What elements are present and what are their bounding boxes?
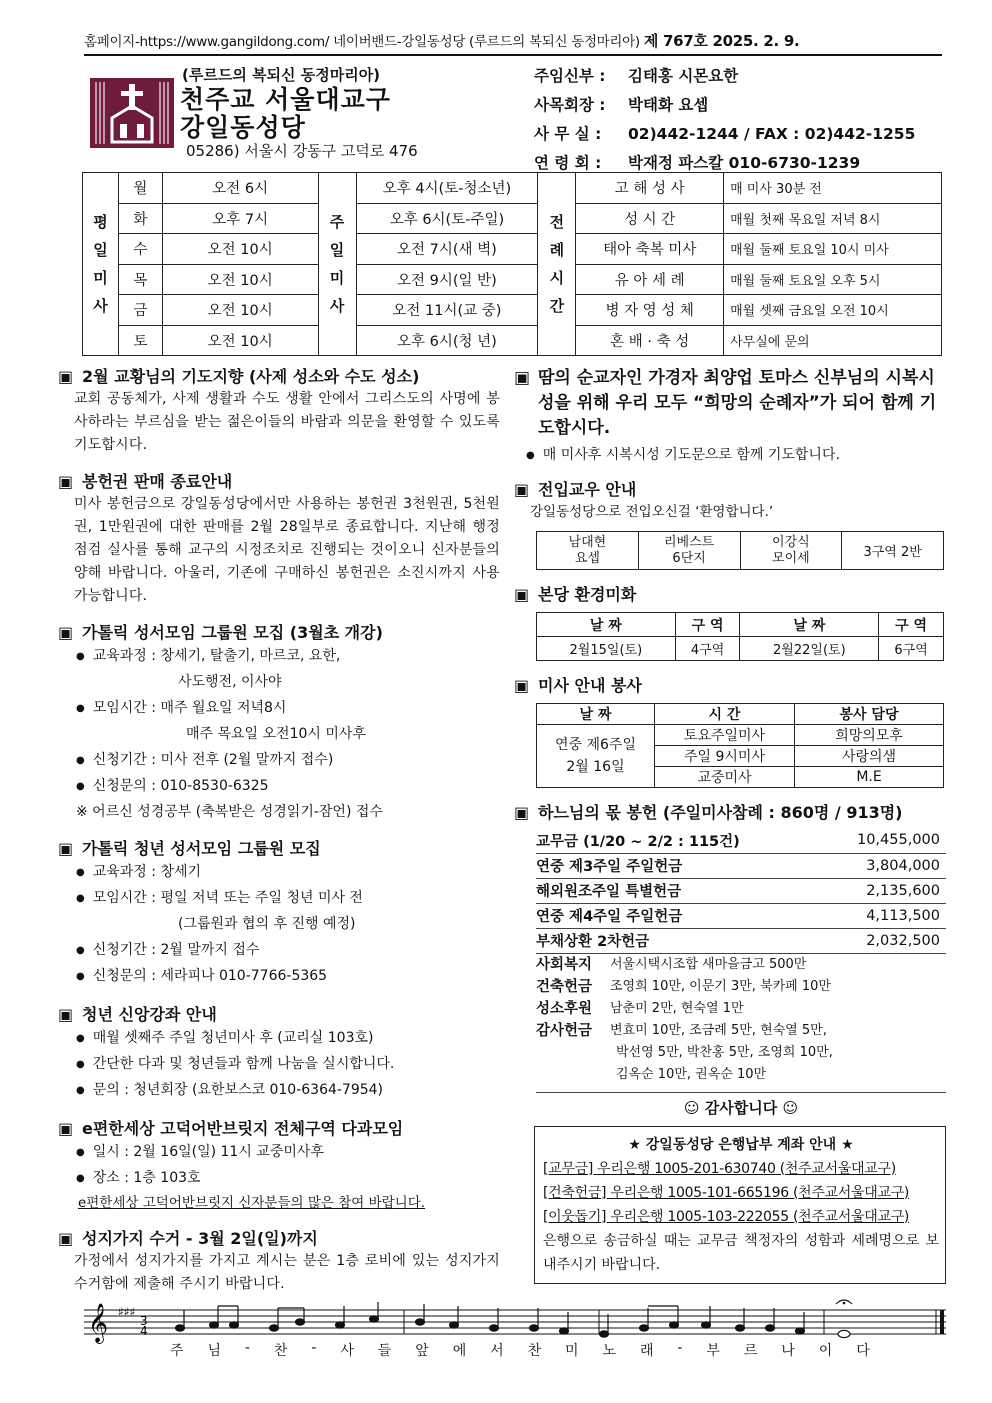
- column-header: 구 역: [675, 613, 740, 637]
- patron-name: (루르드의 복되신 동정마리아): [182, 66, 381, 84]
- table-row: [536, 853, 946, 878]
- square-bullet-icon: ▣: [514, 585, 530, 604]
- envelope-section: [58, 471, 500, 608]
- lyric-syllable: 다: [856, 1343, 870, 1359]
- donor-list: [536, 954, 946, 1086]
- table-row: [536, 928, 946, 953]
- mass-service-section: [514, 675, 946, 788]
- issue-number: 제 767호 2025. 2. 9.: [643, 32, 800, 50]
- newcomer-table: [536, 531, 944, 570]
- offering-table: [536, 828, 946, 954]
- liturgy-note: 매월 둘째 토요일 오후 5시: [724, 264, 942, 295]
- table-row: [536, 828, 946, 853]
- list-item: ● 신청문의 : 010-8530-6325: [76, 774, 500, 800]
- offering-amount: 4,113,500: [821, 903, 946, 928]
- list-item: ● 신청기간 : 2월 말까지 접수: [76, 938, 500, 964]
- bank-title: ★ 강일동성당 은행납부 계좌 안내 ★: [628, 1136, 854, 1153]
- thanks-text: ☺ 감사합니다 ☺: [536, 1092, 946, 1118]
- cleaning-zone: 4구역: [675, 637, 740, 661]
- parish-title: 강일동성당: [180, 113, 306, 142]
- column-header: 날 짜: [740, 613, 879, 637]
- bank-account: [건축헌금] 우리은행 1005-101-665196 (천주교서울대교구): [543, 1184, 910, 1201]
- lyric-syllable: 찬: [527, 1343, 542, 1359]
- liturgy-service: 태아 축복 미사: [576, 234, 724, 265]
- section-title: ▣ 땀의 순교자인 가경자 최양업 토마스 신부님의 시복시성을 위해 우리 모두 “희망의 순례자”가 되어 함께 기도합시다.: [514, 366, 946, 441]
- lyric-syllable: -: [677, 1340, 683, 1356]
- bank-account: [교무금] 우리은행 1005-201-630740 (천주교서울대교구): [543, 1160, 896, 1177]
- cleaning-section: [514, 584, 946, 661]
- cleaning-date: 2월15일(토): [537, 637, 676, 661]
- lyric-syllable: 노: [602, 1343, 617, 1359]
- offering-amount: 2,135,600: [821, 878, 946, 903]
- sunday-time: 오전 7시(새 벽): [356, 234, 538, 265]
- contact-block: [534, 62, 915, 178]
- weekday-cell: 수: [118, 234, 162, 265]
- weekday-time: 오전 10시: [162, 264, 318, 295]
- offering-amount: 3,804,000: [821, 853, 946, 878]
- liturgy-service: 혼 배 · 축 성: [576, 325, 724, 356]
- list-item: ● 장소 : 1층 103호: [76, 1166, 500, 1192]
- weekday-mass-label: 평 일 미 사: [83, 173, 119, 356]
- donor-row: 성소후원 남춘미 2만, 현숙열 1만: [536, 1000, 744, 1017]
- donor-row: 감사헌금 변효미 10만, 조금례 5만, 현숙열 5만,: [536, 1022, 827, 1039]
- cleaning-date: 2월22일(토): [740, 637, 879, 661]
- list-item: 사도행전, 이사야: [178, 674, 282, 690]
- weekday-cell: 금: [118, 295, 162, 326]
- bank-account: [이웃돕기] 우리은행 1005-103-222055 (천주교서울대교구): [543, 1208, 910, 1225]
- section-title: ▣ 봉헌권 판매 종료안내: [58, 472, 233, 491]
- lyric-syllable: -: [244, 1340, 250, 1356]
- liturgy-service: 고 해 성 사: [576, 173, 724, 204]
- table-row: [83, 325, 942, 356]
- bank-account-box: [534, 1126, 946, 1284]
- list-item: ● 매 미사후 시복시성 기도문으로 함께 기도합니다.: [526, 443, 946, 469]
- contact-key: 주임신부 :: [534, 67, 606, 85]
- time-signature: 4: [140, 1324, 148, 1338]
- table-row: [537, 725, 944, 746]
- note-text: e편한세상 고덕어반브릿지 신자분들의 많은 참여 바랍니다.: [78, 1195, 426, 1211]
- offering-label: 부채상환 2차헌금: [536, 928, 821, 953]
- parish-logo: [90, 78, 174, 148]
- weekday-time: 오전 10시: [162, 325, 318, 356]
- list-item: ● 간단한 다과 및 청년들과 함께 나눔을 실시합니다.: [76, 1052, 500, 1078]
- parish-name: [180, 86, 391, 142]
- lyric-syllable: 서: [490, 1343, 504, 1359]
- section-title: ▣ 하느님의 몫 봉헌 (주일미사참례 : 860명 / 913명): [514, 803, 903, 822]
- newcomer-cell: 남대현 요셉: [537, 532, 639, 570]
- lyric-syllable: 님: [207, 1343, 221, 1359]
- apartment-gathering-section: [58, 1118, 500, 1214]
- weekday-time: 오후 7시: [162, 203, 318, 234]
- sunday-time: 오후 6시(토-주일): [356, 203, 538, 234]
- section-title: ▣ 가톨릭 청년 성서모임 그룹원 모집: [58, 839, 321, 858]
- weekday-cell: 목: [118, 264, 162, 295]
- service-time: 토요주일미사: [655, 725, 795, 746]
- column-header: 시 간: [655, 704, 795, 725]
- contact-key: 사 무 실 :: [534, 125, 602, 143]
- liturgy-note: 매월 셋째 금요일 오전 10시: [724, 295, 942, 326]
- sunday-mass-label: 주 일 미 사: [318, 173, 356, 356]
- contact-value: 김태홍 시몬요한: [628, 67, 739, 85]
- table-row: [537, 532, 944, 570]
- donor-row: 건축헌금 조영희 10만, 이문기 3만, 북카페 10만: [536, 978, 831, 995]
- liturgy-note: 매월 둘째 토요일 10시 미사: [724, 234, 942, 265]
- sunday-time: 오전 9시(일 반): [356, 264, 538, 295]
- list-item: ● 일시 : 2월 16일(일) 11시 교중미사후: [76, 1140, 500, 1166]
- youth-bible-section: [58, 838, 500, 990]
- weekday-cell: 토: [118, 325, 162, 356]
- sharp-icon: ♯♯♯: [118, 1305, 136, 1319]
- lyric-syllable: 앞: [415, 1343, 429, 1359]
- table-row: [536, 903, 946, 928]
- newcomer-cell: 3구역 2반: [842, 532, 944, 570]
- list-item: ● 문의 : 청년회장 (요한보스코 010-6364-7954): [76, 1078, 500, 1104]
- contact-value: 박재정 파스칼 010-6730-1239: [628, 154, 861, 172]
- section-body: 교회 공동체가, 사제 생활과 수도 생활 안에서 그리스도의 사명에 봉사하라는 부르심을 받는 젊은이들의 바람과 의문을 환영할 수 있도록 기도합시다.: [74, 391, 500, 453]
- list-item: ● 교육과정 : 창세기, 탈출기, 마르코, 요한,: [76, 644, 500, 670]
- donor-row: 사회복지 서울시택시조합 새마을금고 500만: [536, 956, 807, 973]
- liturgy-service: 유 아 세 례: [576, 264, 724, 295]
- weekday-time: 오전 10시: [162, 295, 318, 326]
- table-row: [83, 295, 942, 326]
- section-title: ▣ 가톨릭 성서모임 그룹원 모집 (3월초 개강): [58, 623, 383, 642]
- mass-service-table: [536, 703, 944, 788]
- column-header: 구 역: [879, 613, 944, 637]
- lyric-syllable: 르: [743, 1343, 758, 1359]
- list-item: ● 신청문의 : 세라피나 010-7766-5365: [76, 964, 500, 990]
- table-row: [83, 234, 942, 265]
- donor-row: 김옥순 10만, 권옥순 10만: [616, 1066, 767, 1082]
- contact-row: [534, 91, 915, 120]
- cleaning-table: [536, 612, 944, 661]
- bible-group-section: [58, 622, 500, 824]
- newcomer-cell: 이강식 모이세: [740, 532, 842, 570]
- contact-row: [534, 62, 915, 91]
- time-signature: 3: [140, 1314, 148, 1328]
- youth-faith-section: [58, 1004, 500, 1104]
- square-bullet-icon: ▣: [514, 803, 530, 822]
- offering-section: [514, 802, 946, 1118]
- list-item: ● 매월 셋째주 주일 청년미사 후 (교리실 103호): [76, 1026, 500, 1052]
- liturgy-note: 매월 첫째 목요일 저녁 8시: [724, 203, 942, 234]
- homepage-text: 홈페이지-https://www.gangildong.com/ 네이버밴드-강일동성당 (루르드의 복되신 동정마리아): [84, 34, 640, 50]
- hymn-lyrics: [170, 1340, 870, 1360]
- square-bullet-icon: ▣: [514, 676, 530, 695]
- newcomer-intro: 강일동성당으로 전입오신걸 ‘환영합니다.’: [530, 504, 774, 520]
- church-icon: [90, 78, 174, 148]
- donor-row: 박선영 5만, 박찬홍 5만, 조영희 10만,: [616, 1044, 833, 1060]
- table-row: [537, 637, 944, 661]
- palm-collection-section: [58, 1228, 500, 1296]
- square-bullet-icon: ▣: [58, 367, 74, 386]
- square-bullet-icon: ▣: [514, 368, 531, 388]
- service-time: 교중미사: [655, 767, 795, 788]
- right-column: [514, 366, 946, 1284]
- service-team: 사랑의샘: [795, 746, 944, 767]
- weekday-time: 오전 6시: [162, 173, 318, 204]
- weekday-cell: 월: [118, 173, 162, 204]
- lyric-syllable: 이: [818, 1343, 833, 1359]
- sunday-time: 오전 11시(교 중): [356, 295, 538, 326]
- contact-key: 사목회장 :: [534, 96, 606, 114]
- list-item: ● 모임시간 : 평일 저녁 또는 주일 청년 미사 전: [76, 886, 500, 912]
- section-title: ▣ 미사 안내 봉사: [514, 676, 642, 695]
- lyric-syllable: 찬: [273, 1343, 288, 1359]
- treble-clef-icon: 𝄞: [88, 1303, 109, 1343]
- list-item: 매주 목요일 오전10시 미사후: [186, 726, 366, 742]
- service-date: 연중 제6주일 2월 16일: [537, 725, 655, 788]
- lyric-syllable: 에: [452, 1343, 467, 1359]
- liturgy-service: 병 자 영 성 체: [576, 295, 724, 326]
- list-item: ● 교육과정 : 창세기: [76, 860, 500, 886]
- bank-note: 은행으로 송금하실 때는 교무금 책정자의 성함과 세례명으로 보내주시기 바랍니다.: [543, 1232, 939, 1273]
- table-row: [83, 264, 942, 295]
- square-bullet-icon: ▣: [58, 472, 74, 491]
- lyric-syllable: 래: [639, 1343, 654, 1359]
- newcomer-cell: 리베스트 6단지: [638, 532, 740, 570]
- offering-label: 연중 제3주일 주일헌금: [536, 853, 821, 878]
- contact-row: [534, 120, 915, 149]
- section-title: ▣ 2월 교황님의 기도지향 (사제 성소와 수도 성소): [58, 367, 420, 386]
- list-item: ● 모임시간 : 매주 월요일 저녁8시: [76, 696, 500, 722]
- table-row: [537, 613, 944, 637]
- table-row: [83, 173, 942, 204]
- table-row: [536, 878, 946, 903]
- liturgy-time-label: 전 례 시 간: [538, 173, 576, 356]
- left-column: [58, 366, 500, 1310]
- section-title: ▣ 본당 환경미화: [514, 585, 637, 604]
- sunday-time: 오후 4시(토-청소년): [356, 173, 538, 204]
- newcomer-section: [514, 479, 946, 570]
- liturgy-service: 성 시 간: [576, 203, 724, 234]
- music-notes: [176, 1302, 851, 1338]
- mass-schedule-table: [82, 172, 942, 356]
- martyr-prayer-section: [514, 366, 946, 469]
- lyric-syllable: 부: [706, 1343, 720, 1359]
- service-time: 주일 9시미사: [655, 746, 795, 767]
- offering-amount: 10,455,000: [821, 828, 946, 853]
- section-title: ▣ 성지가지 수거 - 3월 2일(일)까지: [58, 1229, 318, 1248]
- contact-key: 연 령 회 :: [534, 154, 602, 172]
- offering-label: 교무금 (1/20 ~ 2/2 : 115건): [536, 828, 821, 853]
- lyric-syllable: -: [311, 1340, 317, 1356]
- column-header: 날 짜: [537, 613, 676, 637]
- cleaning-zone: 6구역: [879, 637, 944, 661]
- table-row: [83, 203, 942, 234]
- lyric-syllable: 나: [781, 1343, 795, 1359]
- note-text: ※ 어르신 성경공부 (축복받은 성경읽기-잠언) 접수: [76, 804, 383, 820]
- contact-value: 박태화 요셉: [628, 96, 709, 114]
- parish-address: 05286) 서울시 강동구 고덕로 476: [186, 142, 418, 160]
- square-bullet-icon: ▣: [58, 1229, 74, 1248]
- lyric-syllable: 사: [340, 1343, 354, 1359]
- lyric-syllable: 미: [565, 1343, 579, 1359]
- sunday-time: 오후 6시(청 년): [356, 325, 538, 356]
- column-header: 봉사 담당: [795, 704, 944, 725]
- liturgy-note: 매 미사 30분 전: [724, 173, 942, 204]
- square-bullet-icon: ▣: [58, 839, 74, 858]
- offering-label: 연중 제4주일 주일헌금: [536, 903, 821, 928]
- section-title: ▣ 전입교우 안내: [514, 480, 637, 499]
- offering-label: 해외원조주일 특별헌금: [536, 878, 821, 903]
- pope-intention-section: [58, 366, 500, 457]
- offering-amount: 2,032,500: [821, 928, 946, 953]
- square-bullet-icon: ▣: [58, 623, 74, 642]
- music-staff: [84, 1296, 946, 1372]
- section-title: ▣ 청년 신앙강좌 안내: [58, 1005, 217, 1024]
- lyric-syllable: 주: [170, 1343, 184, 1359]
- header-topline: [84, 30, 942, 56]
- square-bullet-icon: ▣: [58, 1005, 74, 1024]
- column-header: 날 짜: [537, 704, 655, 725]
- square-bullet-icon: ▣: [58, 1119, 74, 1138]
- section-title: ▣ e편한세상 고덕어반브릿지 전체구역 다과모임: [58, 1119, 404, 1138]
- liturgy-note: 사무실에 문의: [724, 325, 942, 356]
- service-team: M.E: [795, 767, 944, 788]
- weekday-time: 오전 10시: [162, 234, 318, 265]
- service-team: 희망의모후: [795, 725, 944, 746]
- square-bullet-icon: ▣: [514, 480, 530, 499]
- lyric-syllable: 들: [377, 1343, 392, 1359]
- section-body: 가정에서 성지가지를 가지고 계시는 분은 1층 로비에 있는 성지가지 수거함에 제출해 주시기 바랍니다.: [74, 1253, 500, 1292]
- weekday-cell: 화: [118, 203, 162, 234]
- list-item: ● 신청기간 : 미사 전후 (2월 말까지 접수): [76, 748, 500, 774]
- section-body: 미사 봉헌금으로 강일동성당에서만 사용하는 봉헌권 3천원권, 5천원권, 1만원권에 대한 판매를 2월 28일부로 종료합니다. 지난해 행정점검 실사를 통해 교구의 시정조치로 진행되는 것이오니 신자분들의 양해 바랍니다. 아울러, 기존에 구매하신 봉헌권은 소진시까지 사용가능합니다.: [74, 496, 500, 604]
- list-item: (그룹원과 협의 후 진행 예정): [178, 916, 356, 932]
- contact-value: 02)442-1244 / FAX : 02)442-1255: [628, 125, 916, 143]
- table-row: [537, 704, 944, 725]
- diocese-name: 천주교 서울대교구: [180, 85, 391, 114]
